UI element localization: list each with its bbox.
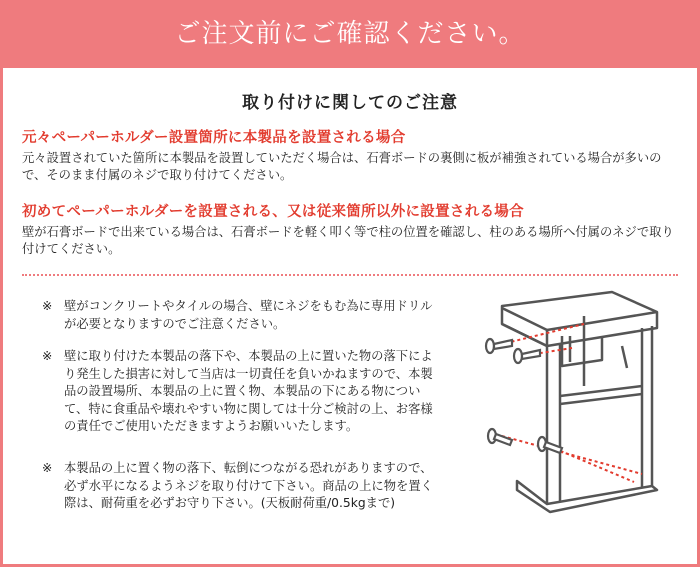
note-text: 壁に取り付けた本製品の落下や、本製品の上に置いた物の落下により発生した損害に対して当店は一切責任を負いかねますので、本製品の設置場所、本製品の上に置く物、本製品の下にある物について、特に食重品や壊れやすい物に関しては十分ご検討の上、お客様の責任でご使用いただきますようお願いいたします。 — [64, 349, 433, 433]
note-mark: ※ — [42, 349, 53, 363]
banner-title: ご注文前にご確認ください。 — [0, 0, 700, 68]
note-text: 本製品の上に置く物の落下、転倒につながる恐れがありますので、必ず水平になるようネジを取り付けて下さい。商品の上に物を置く際は、耐荷重を必ずお守り下さい。(天板耐荷重/0.5kgまで) — [64, 461, 433, 510]
page-heading: 取り付けに関してのご注意 — [242, 93, 458, 113]
note-mark: ※ — [42, 461, 53, 475]
note-mark: ※ — [42, 299, 53, 313]
section-2-title: 初めてペーパーホルダーを設置される、又は従来箇所以外に設置される場合 — [22, 204, 524, 220]
section-1-title: 元々ペーパーホルダー設置箇所に本製品を設置される場合 — [22, 130, 406, 146]
section-1-body: 元々設置されていた箇所に本製品を設置していただく場合は、石膏ボードの裏側に板が補強されている場合が多いので、そのまま付属のネジで取り付けてください。 — [22, 151, 662, 182]
note-text: 壁がコンクリートやタイルの場合、壁にネジをもむ為に専用ドリルが必要となりますのでご注意ください。 — [64, 299, 433, 331]
shelf-installation-diagram — [462, 276, 672, 526]
section-2-body: 壁が石膏ボードで出来ている場合は、石膏ボードを軽く叩く等で柱の位置を確認し、柱のある場所へ付属のネジで取り付けてください。 — [22, 225, 674, 256]
